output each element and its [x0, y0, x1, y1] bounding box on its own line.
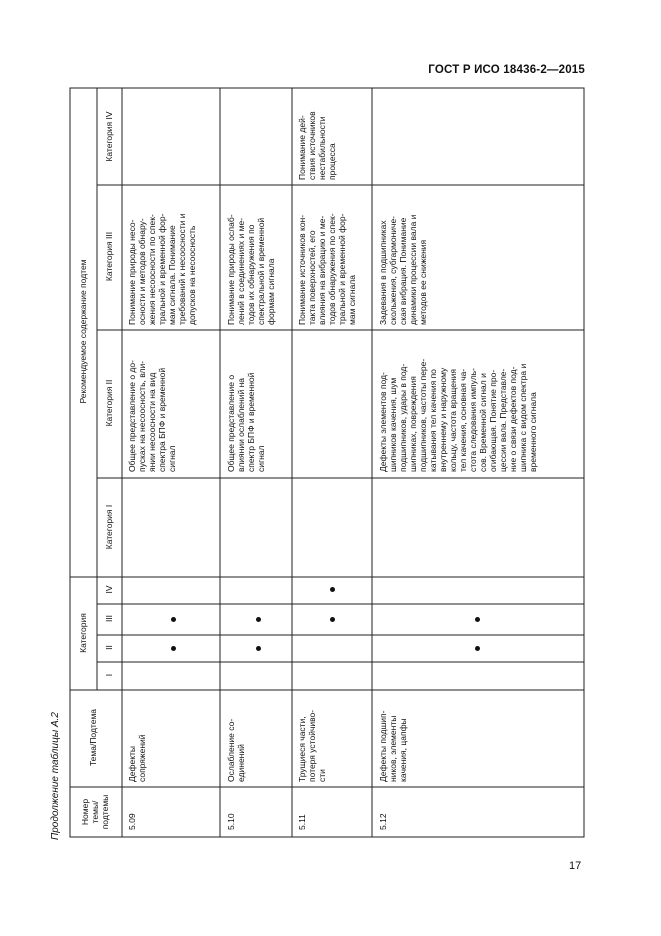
header-content-i: Категория I — [104, 504, 114, 550]
table-row-number: 5.11 — [297, 814, 307, 830]
header-category-group: Категория — [78, 613, 88, 653]
category-mark — [475, 646, 480, 651]
header-content-iii: Категория III — [104, 231, 114, 282]
table-row-content-iii: Понимание источников кон- такта поверхностей, его влияния на вибрацию и ме- тодов обнаружения по спек- тральной и временной фор- мам сигнала — [297, 213, 357, 325]
table-row-topic: Трущиеся части, потеря устойчиво- сти — [297, 709, 327, 782]
standard-header: ГОСТ Р ИСО 18436-2—2015 — [428, 64, 585, 76]
table-row-content-ii: Дефекты элементов под- шипников качения, шум подшипников, удары в под- шипниках, повреждения подшипников, частоты пере- катывания тел качения по внутреннему и наружному кольцу, частота вращения тел качения, основная ча- стота следования импуль- сов. Временной сигнал и огибающая. Понятие про- цессии вала. Представле- ние о связи дефектов под- шипника с видом спектра и временного сигнала — [378, 358, 538, 472]
header-content-group: Рекомендуемое содержание подтем — [78, 259, 88, 404]
table-row-content-iv: Понимание дей- ствия источников нестабильности процесса — [297, 111, 337, 180]
table-row-number: 5.10 — [226, 813, 236, 830]
table-caption: Продолжение таблицы А.2 — [50, 712, 61, 840]
table-row-content-ii: Общее представление о до- пусках на несоосность, вли- янии несоосности на вид спектра БПФ и временной сигнал — [127, 360, 177, 472]
table-row-topic: Ослабление со- единений — [226, 718, 246, 782]
table-row-topic: Дефекты подшип- ников, элементы качения, цапфы — [378, 710, 408, 782]
category-mark — [256, 617, 261, 622]
header-cat-i: I — [104, 673, 114, 677]
header-content-ii: Категория II — [104, 379, 114, 427]
table-row-content-iii: Понимание природы несо- осности и методов обнару- жения несоосности по спек- тральной и временной фор- мам сигнала. Понимание требований к несоосности и допусков на несоосность — [127, 213, 197, 325]
table-row-number: 5.12 — [378, 813, 388, 830]
table-row-number: 5.09 — [127, 813, 137, 830]
table-row-content-iii: Понимание природы ослаб- лений в соединениях и ме- тодов их обнаружения по спектральной и временной формам сигнала — [226, 214, 276, 325]
header-cat-ii: II — [104, 645, 114, 650]
category-mark — [330, 587, 335, 592]
table-row-content-ii: Общее представление о влиянии ослаблений на спектр БПФ и временной сигнал — [226, 372, 266, 472]
header-topic: Тема/Подтема — [88, 708, 98, 767]
category-mark — [330, 617, 335, 622]
header-content-iv: Категория IV — [104, 111, 114, 162]
category-mark — [475, 617, 480, 622]
category-mark — [256, 646, 261, 651]
table-row-topic: Дефекты сопряжений — [127, 734, 147, 782]
table-row-content-iii: Задевания в подшипниках скольжения, субгармониче- ская вибрация. Понимание динамики процессии вала и методов ее снижения — [378, 214, 428, 325]
header-number: Номер темы/ подтемы — [80, 794, 110, 830]
header-cat-iv: IV — [104, 585, 114, 594]
header-cat-iii: III — [104, 614, 114, 623]
category-mark — [171, 617, 176, 622]
category-mark — [171, 646, 176, 651]
page-number: 17 — [569, 860, 582, 872]
